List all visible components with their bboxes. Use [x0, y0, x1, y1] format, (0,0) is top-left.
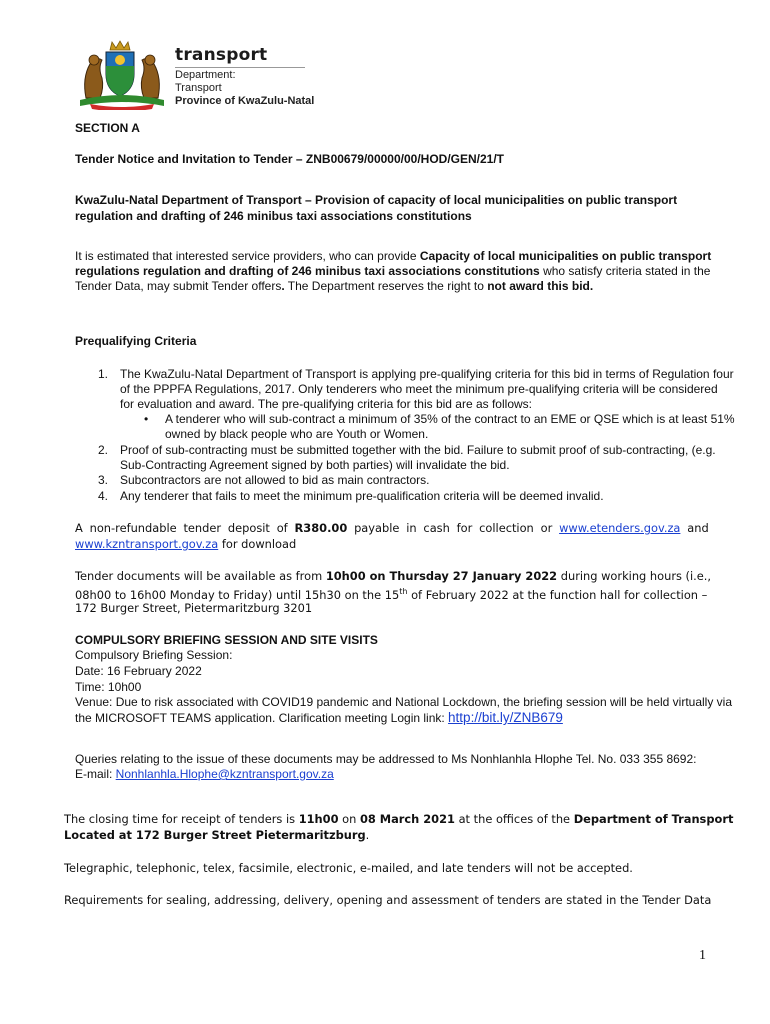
intro-text: The Department reserves the right to	[284, 279, 488, 293]
email-link[interactable]: Nonhlanhla.Hlophe@kzntransport.gov.za	[115, 767, 334, 781]
list-number: 2.	[98, 443, 109, 457]
intro-text: Tender Data, may submit Tender offers	[75, 279, 282, 293]
page-number: 1	[699, 948, 706, 963]
section-heading: SECTION A	[75, 121, 140, 135]
deposit-text: and	[680, 521, 709, 535]
bullet-line-1: A tenderer who will sub-contract a minimum of 35% of the contract to an EME or QSE which is at least 51%	[165, 412, 735, 426]
briefing-text: the MICROSOFT TEAMS application. Clarification meeting Login link:	[75, 711, 449, 725]
briefing-heading: COMPULSORY BRIEFING SESSION AND SITE VISITS	[75, 633, 378, 647]
list-number: 3.	[98, 473, 109, 487]
intro-bold: regulations regulation and drafting of 246 minibus taxi associations constitutions	[75, 264, 540, 278]
intro-line-2	[75, 263, 710, 279]
closing-line-1	[64, 811, 733, 827]
availability-text: of February 2022 at the function hall for collection –	[407, 587, 708, 602]
title-line-1: KwaZulu-Natal Department of Transport – Provision of capacity of local municipalities on public transport	[75, 193, 678, 207]
deposit-amount: R380.00	[294, 521, 348, 535]
intro-bold: Capacity of local municipalities on public transport	[419, 249, 712, 263]
briefing-venue-line-1: Venue: Due to risk associated with COVID19 pandemic and National Lockdown, the briefing session will be held virtually via	[75, 695, 733, 709]
requirements-notice: Requirements for sealing, addressing, delivery, opening and assessment of tenders are stated in the Tender Data	[64, 893, 712, 907]
closing-line-2	[64, 827, 369, 843]
list-item-1-line-1: The KwaZulu-Natal Department of Transport is applying pre-qualifying criteria for this bid in terms of Regulation four	[120, 367, 734, 381]
deposit-line-2	[75, 536, 296, 552]
brand-title: transport	[175, 45, 268, 65]
closing-text: The closing time for receipt of tenders is	[64, 812, 299, 826]
closing-bold: Located at 172 Burger Street Pietermaritzburg	[64, 828, 366, 842]
deposit-text: payable in cash for collection or	[347, 521, 560, 535]
closing-text: at the offices of the	[454, 812, 574, 826]
intro-bold: not award this bid.	[487, 279, 594, 293]
closing-bold: Department of Transport	[573, 812, 734, 826]
list-item-4: Any tenderer that fails to meet the minimum pre-qualification criteria will be deemed invalid.	[120, 489, 604, 503]
intro-line-1	[75, 248, 711, 264]
etenders-link[interactable]: www.etenders.gov.za	[559, 521, 681, 535]
kzntransport-link[interactable]: www.kzntransport.gov.za	[75, 537, 219, 551]
closing-bold: 11h00	[298, 812, 339, 826]
list-item-2-line-2: Sub-Contracting Agreement signed by both parties) will invalidate the bid.	[120, 458, 510, 472]
dept-line-1: Department:	[175, 69, 236, 81]
dept-line-3: Province of KwaZulu-Natal	[175, 95, 315, 107]
briefing-line-1: Compulsory Briefing Session:	[75, 648, 233, 662]
availability-line-3: 172 Burger Street, Pietermaritzburg 3201	[75, 601, 313, 615]
list-item-3: Subcontractors are not allowed to bid as main contractors.	[120, 473, 430, 487]
availability-bold: 10h00 on Thursday 27 January 2022	[325, 569, 558, 583]
coat-of-arms-icon	[72, 38, 172, 110]
deposit-line-1	[75, 520, 709, 536]
bullet-line-2: owned by black people who are Youth or Women.	[165, 427, 429, 441]
queries-line-2	[75, 766, 334, 782]
closing-bold: 08 March 2021	[359, 812, 455, 826]
prequal-heading: Prequalifying Criteria	[75, 334, 197, 348]
availability-text: during working hours (i.e.,	[557, 569, 712, 583]
teams-login-link[interactable]: http://bit.ly/ZNB679	[448, 710, 563, 725]
briefing-time: Time: 10h00	[75, 680, 142, 694]
queries-line-1: Queries relating to the issue of these documents may be addressed to Ms Nonhlanhla Hlophe Tel. No. 033 355 8692:	[75, 752, 697, 766]
list-number: 1.	[98, 367, 109, 381]
briefing-venue-line-2	[75, 710, 563, 726]
title-line-2: regulation and drafting of 246 minibus taxi associations constitutions	[75, 209, 472, 223]
queries-text: E-mail:	[75, 767, 116, 781]
tender-notice: Tender Notice and Invitation to Tender – ZNB00679/00000/00/HOD/GEN/21/T	[75, 152, 505, 166]
list-item-2-line-1: Proof of sub-contracting must be submitted together with the bid. Failure to submit proof of sub-contracting, (e.g.	[120, 443, 716, 457]
availability-line-1	[75, 568, 711, 584]
closing-text: .	[365, 828, 370, 842]
intro-bold: .	[281, 279, 285, 293]
list-item-1-line-2: of the PPPFA Regulations, 2017. Only tenderers who meet the minimum pre-qualifying criteria will be considered	[120, 382, 718, 396]
dept-line-2: Transport	[175, 82, 222, 94]
intro-text: It is estimated that interested service providers, who can provide	[75, 249, 420, 263]
brand-divider	[175, 67, 305, 68]
list-number: 4.	[98, 489, 109, 503]
ordinal-suffix: th	[399, 587, 408, 596]
list-item-1-line-3: for evaluation and award. The pre-qualifying criteria for this bid are as follows:	[120, 397, 532, 411]
briefing-date: Date: 16 February 2022	[75, 664, 202, 678]
deposit-text: A non-refundable tender deposit of	[75, 521, 295, 535]
deposit-text: for download	[218, 537, 297, 551]
closing-text: on	[338, 812, 360, 826]
not-accepted-notice: Telegraphic, telephonic, telex, facsimile, electronic, e-mailed, and late tenders will not be accepted.	[64, 861, 633, 875]
availability-text: 08h00 to 16h00 Monday to Friday) until 15h30 on the 15	[75, 587, 400, 602]
bullet-icon: •	[144, 412, 149, 426]
intro-line-3	[75, 278, 593, 294]
availability-text: Tender documents will be available as from	[75, 569, 326, 583]
intro-text: who satisfy criteria stated in the	[539, 264, 711, 278]
